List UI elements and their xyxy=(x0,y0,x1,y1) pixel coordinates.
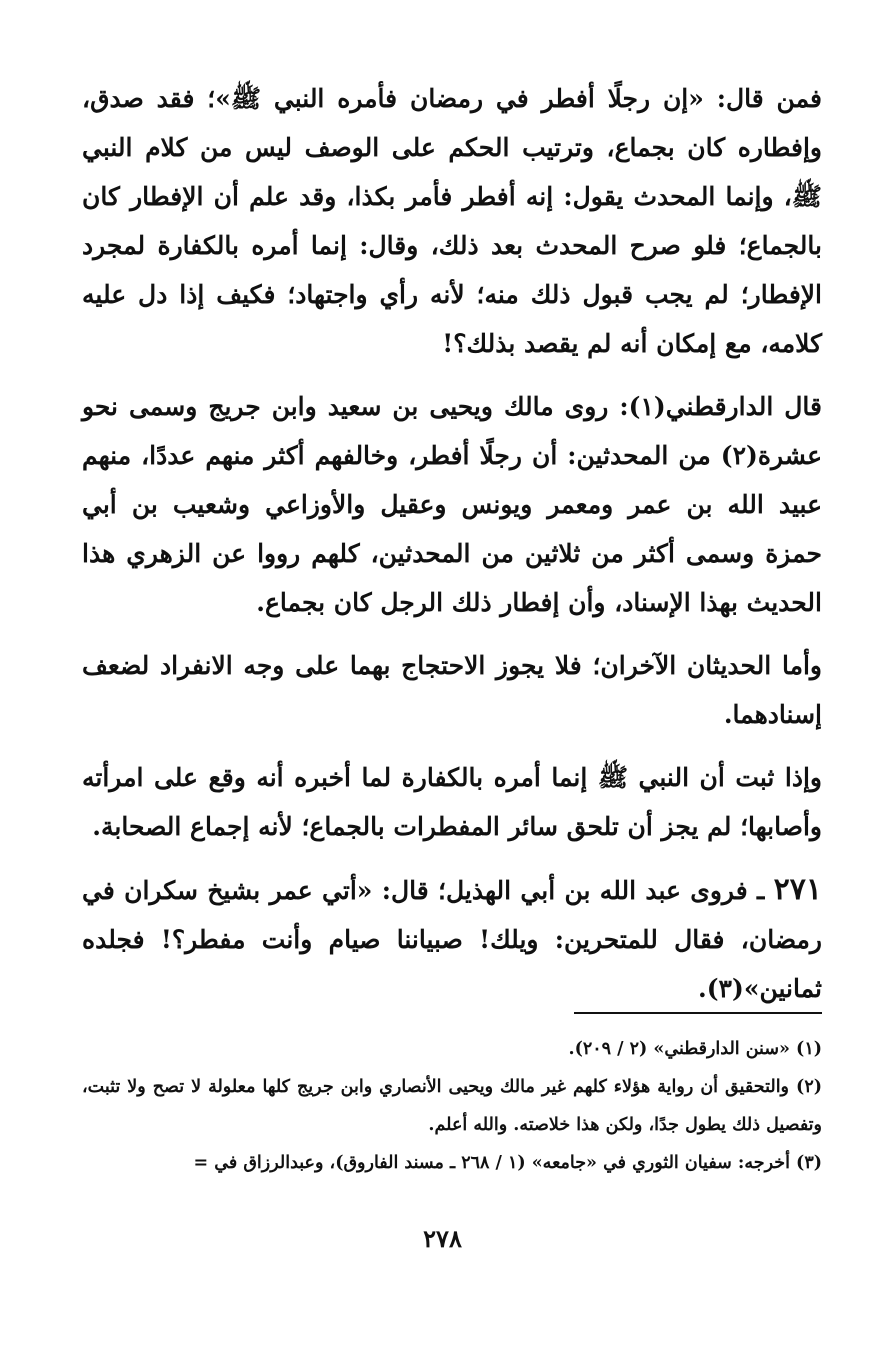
paragraph-2: قال الدارقطني(١): روى مالك ويحيى بن سعيد وابن جريج وسمى نحو عشرة(٢) من المحدثين: أن رجلًا أفطر، وخالفهم أكثر منهم عددًا، منهم عبيد الله بن عمر ومعمر ويونس وعقيل والأوزاعي وشعيب بن أبي حمزة وسمى أكثر من ثلاثين من المحدثين، كلهم رووا عن الزهري هذا الحديث بهذا الإسناد، وأن إفطار ذلك الرجل كان بجماع. xyxy=(82,392,823,617)
hadith-text: ـ فروى عبد الله بن أبي الهذيل؛ قال: «أتي عمر بشيخ سكران في رمضان، فقال للمتحرين: ويلك! صبياننا صيام وأنت مفطر؟! فجلده ثمانين»(٣). xyxy=(82,876,822,1003)
footnote-2: (٢) والتحقيق أن رواية هؤلاء كلهم غير مالك ويحيى الأنصاري وابن جريج كلها معلولة لا تصح ولا تثبت، وتفصيل ذلك يطول جدًا، ولكن هذا خلاصته. والله أعلم. xyxy=(82,1077,822,1135)
footnote-divider xyxy=(574,1012,822,1014)
hadith-paragraph xyxy=(82,865,822,1013)
footnote-1: (١) «سنن الدارقطني» (٢ / ٢٠٩). xyxy=(568,1039,822,1059)
main-text xyxy=(82,74,822,1013)
paragraph-4: وإذا ثبت أن النبي ﷺ إنما أمره بالكفارة لما أخبره أنه وقع على امرأته وأصابها؛ لم يجز أن تلحق سائر المفطرات بالجماع؛ لأنه إجماع الصحابة. xyxy=(82,763,822,841)
paragraph-1: فمن قال: «إن رجلًا أفطر في رمضان فأمره النبي ﷺ»؛ فقد صدق، وإفطاره كان بجماع، وترتيب الحكم على الوصف ليس من كلام النبي ﷺ، وإنما المحدث يقول: إنه أفطر فأمر بكذا، وقد علم أن الإفطار كان بالجماع؛ فلو صرح المحدث بعد ذلك، وقال: إنما أمره بالكفارة لمجرد الإفطار؛ لم يجب قبول ذلك منه؛ لأنه رأي واجتهاد؛ فكيف إذا دل عليه كلامه، مع إمكان أنه لم يقصد بذلك؟! xyxy=(82,84,822,358)
footnotes xyxy=(82,1030,822,1182)
paragraph-3: وأما الحديثان الآخران؛ فلا يجوز الاحتجاج بهما على وجه الانفراد لضعف إسنادهما. xyxy=(82,651,822,729)
page-number: ٢٧٨ xyxy=(423,1224,462,1253)
footnote-3: (٣) أخرجه: سفيان الثوري في «جامعه» (١ / ٢٦٨ ـ مسند الفاروق)، وعبدالرزاق في = xyxy=(193,1153,822,1173)
hadith-number: ٢٧١ xyxy=(773,872,822,907)
